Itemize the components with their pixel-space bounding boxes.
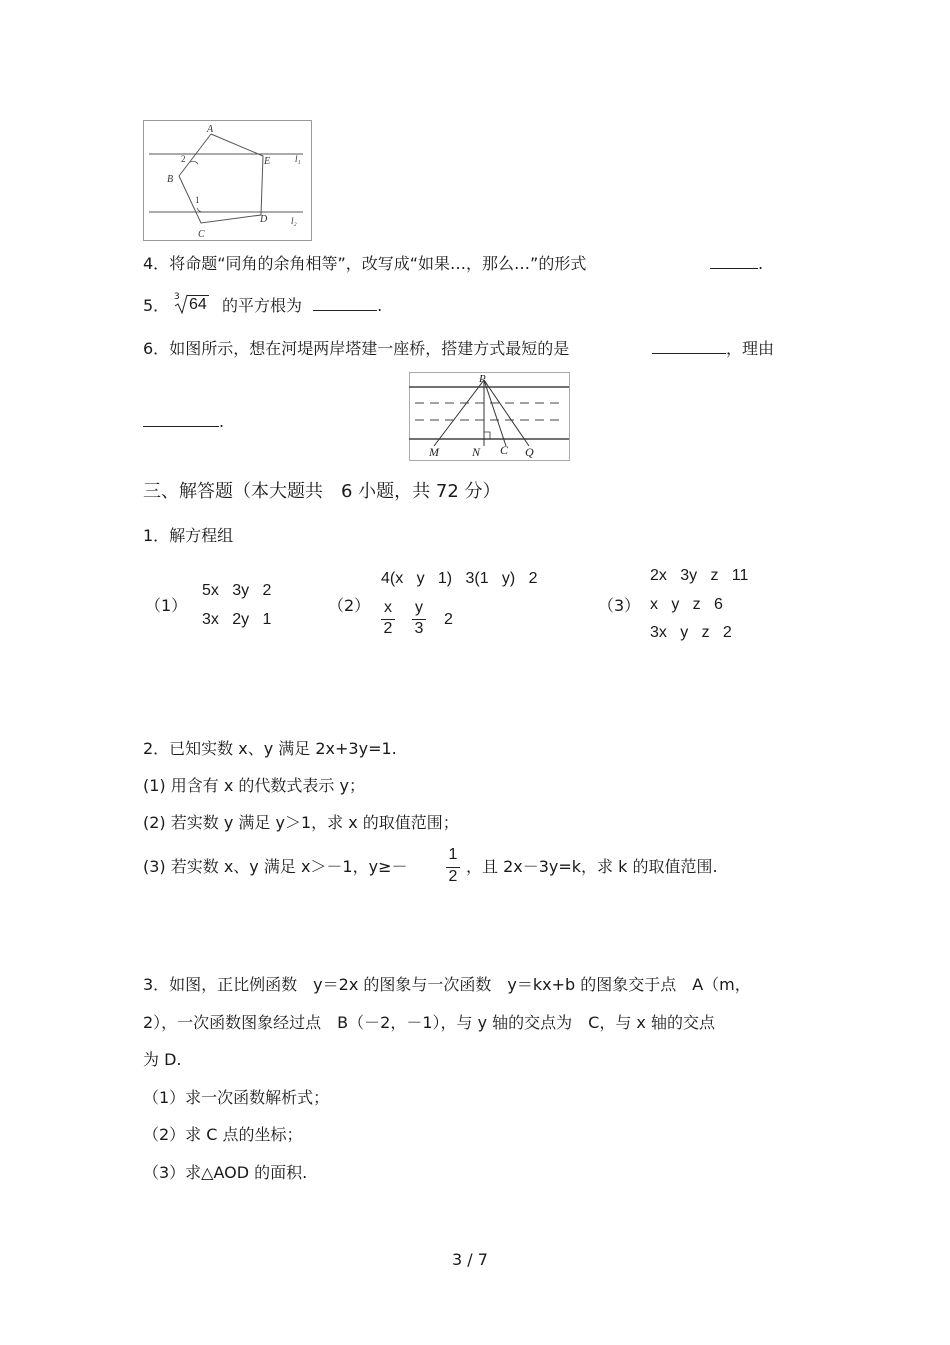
problem-3-part-2: （2）求 C 点的坐标；: [143, 1125, 303, 1144]
question-text: 将命题“同角的余角相等”，改写成“如果…，那么…”的形式: [169, 254, 587, 273]
label-P: P: [479, 373, 486, 385]
problem-2-stem: 2．已知实数 x、y 满足 2x+3y=1.: [143, 739, 397, 758]
bridge-figure: [409, 372, 571, 462]
fraction-bar: [446, 867, 460, 868]
label-Q: Q: [525, 445, 534, 459]
question-number: 5．: [143, 296, 170, 315]
root-index: 3: [174, 292, 180, 302]
label-E: E: [264, 156, 271, 167]
question-text: 的平方根为: [222, 296, 303, 315]
answer-blank-6: [652, 339, 774, 359]
denominator: 2: [383, 620, 393, 637]
pentagon-figure: [143, 120, 313, 242]
cube-root-64: [174, 292, 210, 316]
radical-sign-icon: [174, 294, 188, 314]
numerator: x: [384, 599, 392, 616]
problem-3-line-1: 3．如图，正比例函数 y＝2x 的图象与一次函数 y＝kx+b 的图象交于点 A（m，: [143, 975, 751, 994]
fraction-bar: [381, 619, 395, 620]
period: .: [758, 254, 764, 273]
numerator: 1: [448, 846, 458, 863]
line-l1-label: l₁: [295, 154, 301, 164]
question-text: 如图所示，想在河堤两岸塔建一座桥，搭建方式最短的是: [169, 339, 570, 358]
problem-3-line-2: 2），一次函数图象经过点 B（－2，－1），与 y 轴的交点为 C，与 x 轴的交点: [143, 1013, 715, 1032]
label-A: A: [207, 124, 214, 135]
problem-2-part-2: (2) 若实数 y 满足 y＞1，求 x 的取值范围；: [143, 813, 459, 832]
sub-3-eq1: 2x 3y z 11: [650, 567, 749, 584]
question-6: [143, 339, 569, 359]
problem-3-part-1: （1）求一次函数解析式；: [143, 1088, 330, 1107]
label-N: N: [472, 445, 481, 459]
sub-2-rhs: 2: [444, 611, 453, 628]
sub-1-label: （1）: [145, 596, 188, 615]
label-C: C: [500, 443, 509, 457]
line-l2-label: l₂: [291, 216, 297, 226]
period: .: [377, 296, 383, 315]
radicand: 64: [189, 296, 207, 313]
problem-3-part-3: （3）求△AOD 的面积.: [143, 1163, 308, 1182]
angle-1-label: 1: [195, 195, 200, 205]
fraction-bar: [412, 619, 426, 620]
problem-2-part-3b: ，且 2x－3y=k，求 k 的取值范围.: [466, 857, 718, 876]
numerator: y: [415, 599, 423, 616]
label-B: B: [167, 174, 174, 185]
period: .: [219, 412, 225, 431]
problem-2-part-3a: (3) 若实数 x、y 满足 x＞－1，y≥－: [143, 857, 408, 876]
sub-3-eq3: 3x y z 2: [650, 624, 732, 641]
answer-blank-6-reason: [143, 412, 224, 432]
sub-2-eq1: 4(x y 1) 3(1 y) 2: [381, 570, 538, 587]
sub-1-eq1: 5x 3y 2: [202, 582, 272, 599]
reason-text: ，理由: [726, 339, 775, 358]
section-heading: 三、解答题（本大题共 6 小题，共 72 分）: [143, 481, 501, 502]
problem-1-title: 1．解方程组: [143, 526, 234, 545]
label-M: M: [429, 445, 439, 459]
label-D: D: [260, 214, 268, 225]
question-number: 6．: [143, 339, 170, 358]
answer-blank-4: [710, 254, 763, 274]
problem-2-part-1: (1) 用含有 x 的代数式表示 y；: [143, 776, 365, 795]
sub-2-label: （2）: [328, 596, 371, 615]
sub-1-eq2: 3x 2y 1: [202, 611, 272, 628]
fraction-one-half: [444, 846, 462, 886]
angle-2-label: 2: [181, 154, 186, 164]
page-number: 3 / 7: [452, 1250, 488, 1269]
sub-3-eq2: x y z 6: [650, 596, 723, 613]
sub-3-label: （3）: [598, 596, 641, 615]
denominator: 2: [448, 868, 458, 885]
question-5: [143, 296, 169, 316]
denominator: 3: [414, 620, 424, 637]
question-5-text: [222, 296, 382, 316]
label-C: C: [198, 229, 205, 240]
problem-3-line-3: 为 D.: [143, 1050, 182, 1069]
question-4: [143, 254, 586, 274]
question-number: 4．: [143, 254, 170, 273]
